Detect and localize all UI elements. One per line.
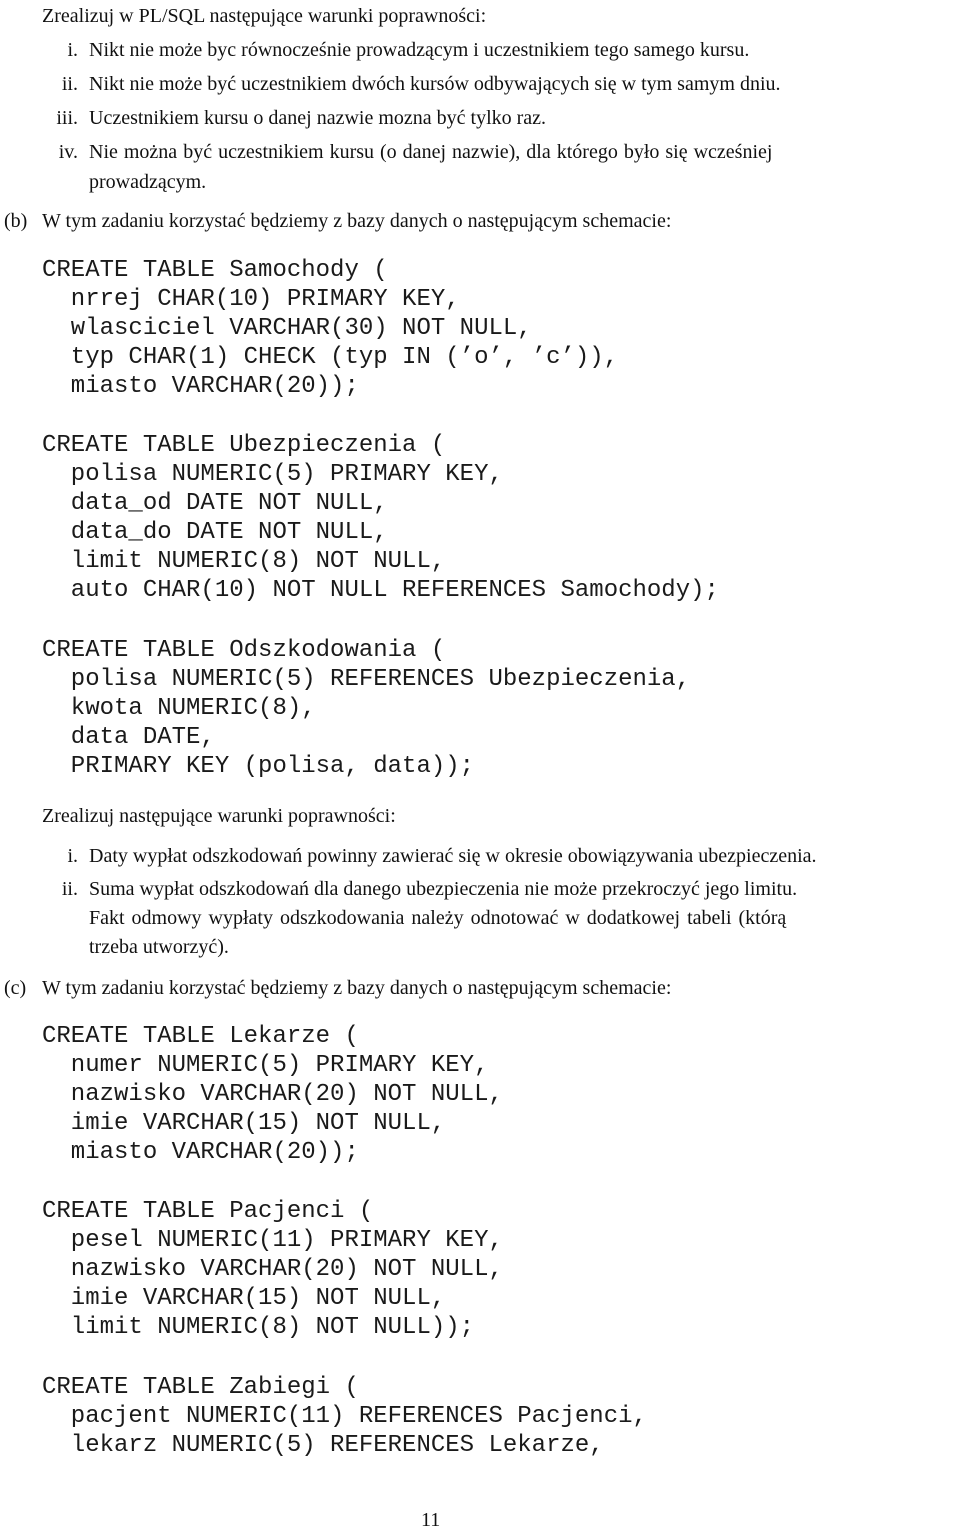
part-c-code-line: numer NUMERIC(5) PRIMARY KEY, (42, 1052, 489, 1079)
part-c-code-line: imie VARCHAR(15) NOT NULL, (42, 1110, 446, 1137)
part-b-label: (b) (4, 210, 28, 232)
part-b-code-line: CREATE TABLE Ubezpieczenia ( (42, 432, 446, 459)
part-b-code-line: wlasciciel VARCHAR(30) NOT NULL, (42, 315, 532, 342)
part-c-code-line: pacjent NUMERIC(11) REFERENCES Pacjenci, (42, 1403, 647, 1430)
part-b-code-line: miasto VARCHAR(20)); (42, 373, 359, 400)
part-a-item-2-text: Nikt nie może być uczestnikiem dwóch kursów odbywających się w tym samym dniu. (89, 73, 781, 95)
part-b-heading: Zrealizuj następujące warunki poprawności: (42, 805, 396, 827)
part-b-code-line: CREATE TABLE Odszkodowania ( (42, 637, 446, 664)
part-b-code-line: data_do DATE NOT NULL, (42, 519, 388, 546)
part-b-code-line: kwota NUMERIC(8), (42, 695, 316, 722)
part-b-item-2-text-cont2: trzeba utworzyć). (89, 936, 229, 958)
part-c-code-line: nazwisko VARCHAR(20) NOT NULL, (42, 1256, 503, 1283)
part-b-item-1-text: Daty wypłat odszkodowań powinny zawierać się w okresie obowiązywania ubezpieczenia. (89, 845, 817, 867)
part-c-code-line: CREATE TABLE Pacjenci ( (42, 1198, 374, 1225)
part-b-code-line: polisa NUMERIC(5) PRIMARY KEY, (42, 461, 503, 488)
part-a-item-1-text: Nikt nie może byc równocześnie prowadzącym i uczestnikiem tego samego kursu. (89, 39, 750, 61)
part-b-code-line: PRIMARY KEY (polisa, data)); (42, 753, 475, 780)
part-b-code-line: CREATE TABLE Samochody ( (42, 257, 388, 284)
part-c-code-line: limit NUMERIC(8) NOT NULL)); (42, 1314, 475, 1341)
part-a-heading: Zrealizuj w PL/SQL następujące warunki poprawności: (42, 5, 487, 27)
part-b-item-2-label: ii. (61, 878, 78, 900)
part-c-code-line: CREATE TABLE Lekarze ( (42, 1023, 359, 1050)
part-c-code-line: imie VARCHAR(15) NOT NULL, (42, 1285, 446, 1312)
part-b-code-line: typ CHAR(1) CHECK (typ IN (’o’, ’c’)), (42, 344, 619, 371)
part-c-code-line: miasto VARCHAR(20)); (42, 1139, 359, 1166)
part-b-intro: W tym zadaniu korzystać będziemy z bazy danych o następującym schemacie: (42, 210, 672, 232)
part-a-item-3-label: iii. (56, 107, 78, 129)
part-b-code-line: data DATE, (42, 724, 215, 751)
part-c-code-line: pesel NUMERIC(11) PRIMARY KEY, (42, 1227, 503, 1254)
part-a-item-4-text-cont: prowadzącym. (89, 171, 207, 193)
part-b-code-line: limit NUMERIC(8) NOT NULL, (42, 548, 446, 575)
part-b-code-line: auto CHAR(10) NOT NULL REFERENCES Samochody); (42, 577, 719, 604)
part-b-code-line: polisa NUMERIC(5) REFERENCES Ubezpieczenia, (42, 666, 691, 693)
part-c-code-line: CREATE TABLE Zabiegi ( (42, 1374, 359, 1401)
part-b-item-1-label: i. (67, 845, 78, 867)
part-a-item-4-text: Nie można być uczestnikiem kursu (o danej nazwie), dla którego było się wcześniej (89, 141, 773, 163)
part-b-code-line: nrrej CHAR(10) PRIMARY KEY, (42, 286, 460, 313)
part-a-item-1-label: i. (67, 39, 78, 61)
part-c-code-line: lekarz NUMERIC(5) REFERENCES Lekarze, (42, 1432, 604, 1459)
part-b-code-line: data_od DATE NOT NULL, (42, 490, 388, 517)
part-a-item-3-text: Uczestnikiem kursu o danej nazwie mozna być tylko raz. (89, 107, 547, 129)
part-c-intro: W tym zadaniu korzystać będziemy z bazy danych o następującym schemacie: (42, 977, 672, 999)
part-a-item-4-label: iv. (58, 141, 78, 163)
part-c-label: (c) (4, 977, 27, 999)
part-b-item-2-text: Suma wypłat odszkodowań dla danego ubezpieczenia nie może przekroczyć jego limitu. (89, 878, 798, 900)
page-number: 11 (421, 1509, 441, 1531)
part-c-code-line: nazwisko VARCHAR(20) NOT NULL, (42, 1081, 503, 1108)
part-b-item-2-text-cont: Fakt odmowy wypłaty odszkodowania należy odnotować w dodatkowej tabeli (którą (89, 907, 787, 929)
part-a-item-2-label: ii. (61, 73, 78, 95)
